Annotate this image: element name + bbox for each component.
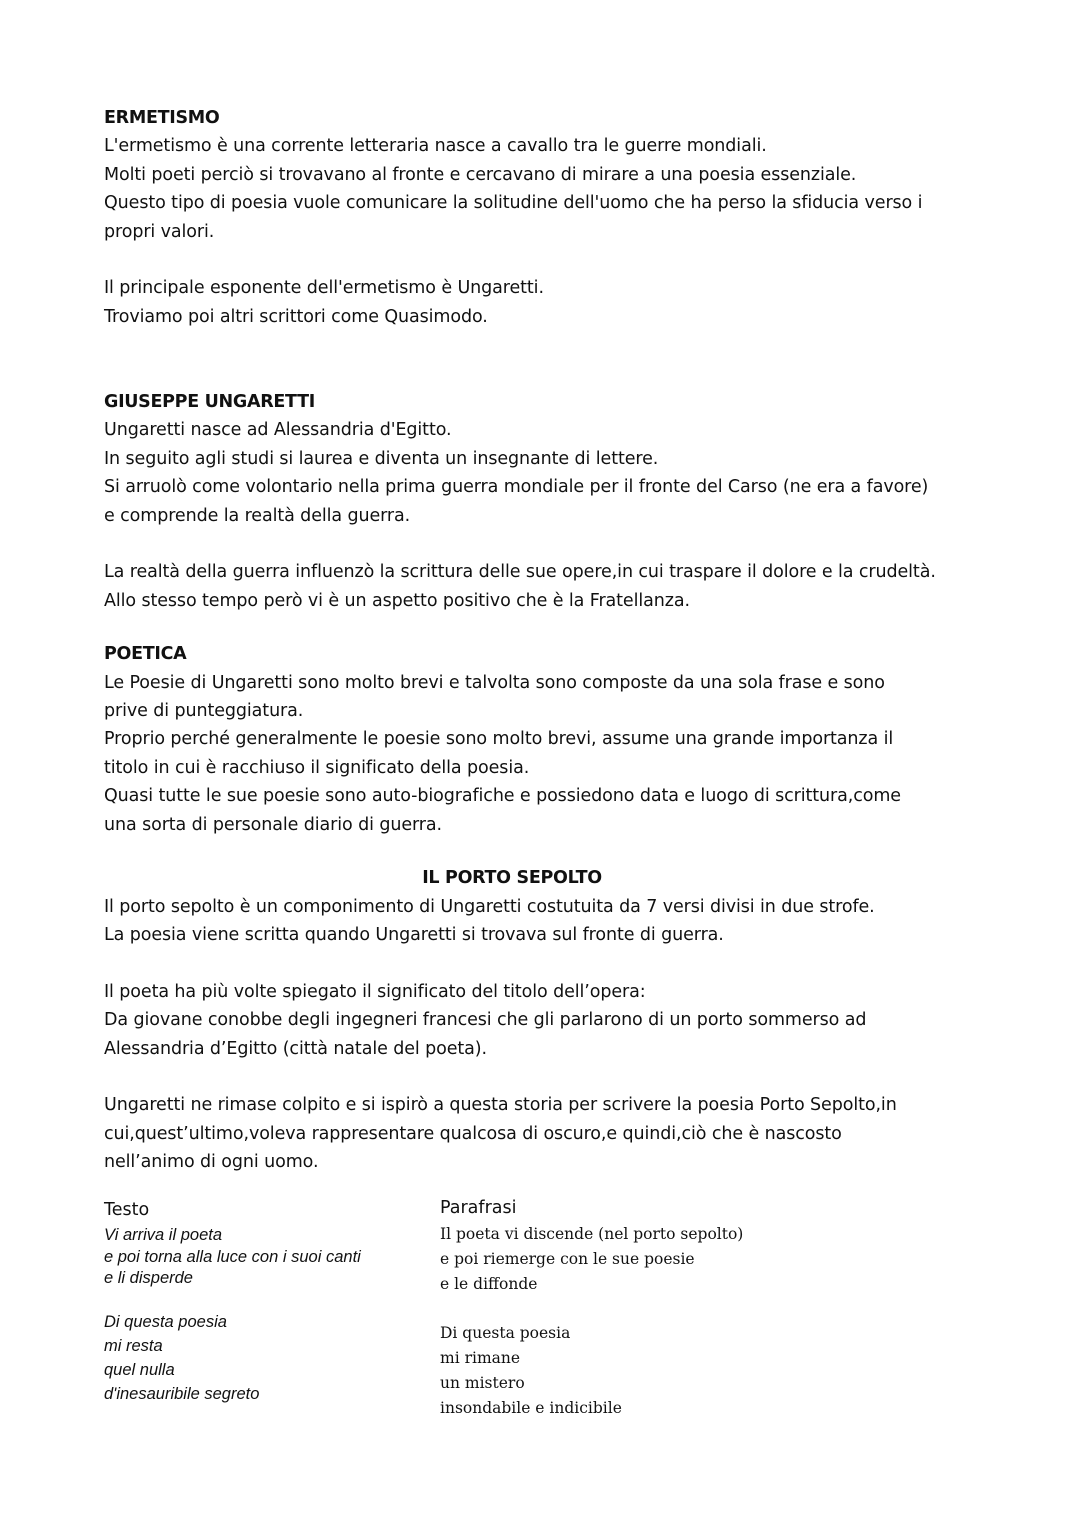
text-line: titolo in cui è racchiuso il significato della poesia. (104, 757, 530, 778)
text-line: Troviamo poi altri scrittori come Quasimodo. (104, 306, 488, 327)
paraphrase-line: Il poeta vi discende (nel porto sepolto) (440, 1225, 744, 1243)
paraphrase-line: e poi riemerge con le sue poesie (440, 1250, 695, 1268)
text-line: nell’animo di ogni uomo. (104, 1152, 319, 1173)
paraphrase-stanza-1 (440, 1222, 860, 1297)
paraphrase-line: Di questa poesia (440, 1324, 571, 1342)
section-title-ermetismo: ERMETISMO (104, 108, 220, 128)
text-line: La realtà della guerra influenzò la scrittura delle sue opere,in cui traspare il dolore e la crudeltà. (104, 562, 936, 583)
poem-text-stanza-1 (104, 1225, 424, 1290)
paraphrase-line: e le diffonde (440, 1275, 538, 1293)
paragraph-ungaretti-bio (104, 416, 984, 530)
poem-line: Vi arriva il poeta (104, 1226, 223, 1244)
poem-text-column (104, 1196, 424, 1406)
text-line: Ungaretti ne rimase colpito e si ispirò a questa storia per scrivere la poesia Porto Sepolto,in (104, 1095, 897, 1116)
section-title-poetica: POETICA (104, 644, 187, 665)
text-line: Il poeta ha più volte spiegato il significato del titolo dell’opera: (104, 981, 646, 1002)
paraphrase-title: Parafrasi (440, 1198, 517, 1218)
paraphrase-stanza-2 (440, 1321, 860, 1421)
text-line: prive di punteggiatura. (104, 701, 304, 722)
text-line: Molti poeti perciò si trovavano al fronte e cercavano di mirare a una poesia essenziale. (104, 164, 857, 185)
poem-line: e li disperde (104, 1269, 193, 1287)
text-line: Le Poesie di Ungaretti sono molto brevi e talvolta sono composte da una sola frase e sono (104, 672, 885, 693)
section-title-ungaretti: GIUSEPPE UNGARETTI (104, 392, 315, 413)
text-line: propri valori. (104, 221, 215, 242)
text-line: Si arruolò come volontario nella prima guerra mondiale per il fronte del Carso (ne era a favore) (104, 477, 929, 498)
paraphrase-line: insondabile e indicibile (440, 1399, 622, 1417)
poem-line: e poi torna alla luce con i suoi canti (104, 1247, 361, 1266)
text-line: Questo tipo di poesia vuole comunicare la solitudine dell'uomo che ha perso la sfiducia verso i (104, 193, 923, 214)
text-line: cui,quest’ultimo,voleva rappresentare qualcosa di oscuro,e quindi,ciò che è nascosto (104, 1123, 842, 1144)
text-line: e comprende la realtà della guerra. (104, 505, 411, 526)
text-line: Quasi tutte le sue poesie sono auto-biografiche e possiedono data e luogo di scrittura,come (104, 786, 901, 807)
paragraph-poetica (104, 669, 984, 839)
text-line: Il principale esponente dell'ermetismo è Ungaretti. (104, 278, 544, 299)
poem-text-title: Testo (104, 1200, 150, 1220)
text-line: Alessandria d’Egitto (città natale del poeta). (104, 1038, 487, 1059)
paragraph-porto-titolo (104, 978, 984, 1063)
text-line: Da giovane conobbe degli ingegneri francesi che gli parlarono di un porto sommerso ad (104, 1010, 867, 1031)
text-line: L'ermetismo è una corrente letteraria nasce a cavallo tra le guerre mondiali. (104, 136, 767, 157)
paraphrase-line: mi rimane (440, 1349, 521, 1367)
poem-text-stanza-2 (104, 1310, 424, 1406)
paragraph-ungaretti-guerra (104, 558, 984, 615)
poem-line: Di questa poesia (104, 1312, 227, 1331)
text-line: In seguito agli studi si laurea e diventa un insegnante di lettere. (104, 448, 659, 469)
poem-line: d'inesauribile segreto (104, 1384, 260, 1403)
text-line: Allo stesso tempo però vi è un aspetto positivo che è la Fratellanza. (104, 590, 690, 611)
text-line: La poesia viene scritta quando Ungaretti si trovava sul fronte di guerra. (104, 924, 724, 945)
paragraph-ermetismo-esponenti (104, 274, 984, 331)
document-body (104, 104, 984, 1177)
section-title-porto-sepolto: IL PORTO SEPOLTO (422, 868, 602, 889)
text-line: Proprio perché generalmente le poesie sono molto brevi, assume una grande importanza il (104, 729, 894, 750)
poem-line: quel nulla (104, 1360, 175, 1379)
text-line: Il porto sepolto è un componimento di Ungaretti costutuita da 7 versi divisi in due strofe. (104, 896, 875, 917)
text-line: Ungaretti nasce ad Alessandria d'Egitto. (104, 420, 452, 441)
paragraph-porto-intro (104, 893, 984, 950)
paragraph-porto-ispirazione (104, 1091, 984, 1176)
paraphrase-column (440, 1196, 860, 1421)
text-line: una sorta di personale diario di guerra. (104, 814, 442, 835)
paraphrase-line: un mistero (440, 1374, 525, 1392)
poem-line: mi resta (104, 1336, 163, 1355)
paragraph-ermetismo-intro (104, 132, 984, 246)
